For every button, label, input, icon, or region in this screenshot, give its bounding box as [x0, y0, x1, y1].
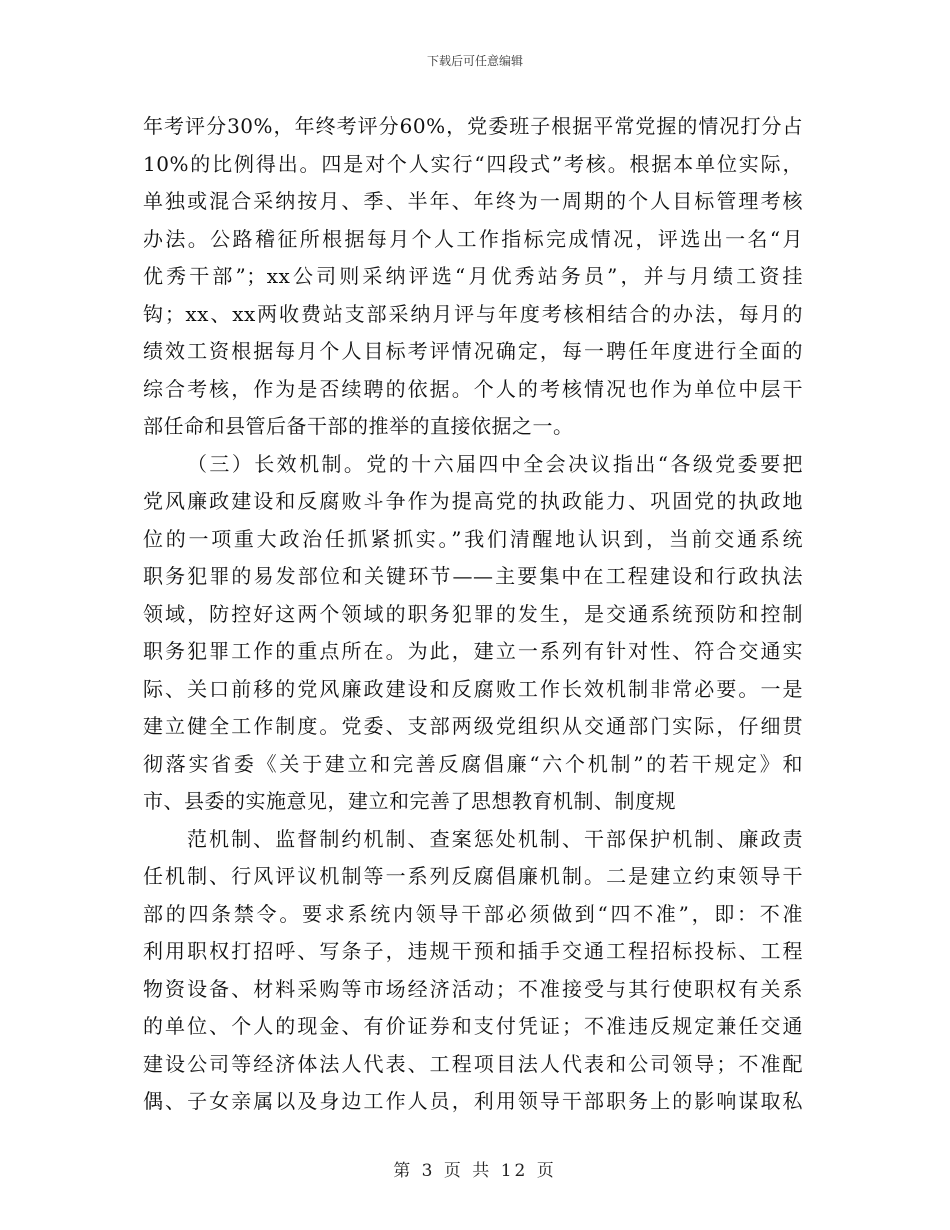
text-line: 的单位、个人的现金、有价证券和支付凭证；不准违反规定兼任交通	[143, 1014, 803, 1038]
text-line: 领域，防控好这两个领域的职务犯罪的发生，是交通系统预防和控制	[143, 601, 803, 626]
text-line: 绩效工资根据每月个人目标考评情况确定，每一聘任年度进行全面的	[143, 339, 803, 363]
text-line: 际、关口前移的党风廉政建设和反腐败工作长效机制非常必要。一是	[143, 676, 803, 701]
text-line: 建设公司等经济体法人代表、工程项目法人代表和公司领导；不准配	[143, 1051, 803, 1076]
text-line: 偶、子女亲属以及身边工作人员，利用领导干部职务上的影响谋取私	[143, 1089, 803, 1113]
text-line: 10%的比例得出。四是对个人实行“四段式”考核。根据本单位实际，	[143, 151, 803, 176]
paragraph-start-line: 范机制、监督制约机制、查案惩处机制、干部保护机制、廉政责	[187, 826, 803, 851]
text-line: 职务犯罪的易发部位和关键环节——主要集中在工程建设和行政执法	[143, 564, 803, 588]
text-line: 职务犯罪工作的重点所在。为此，建立一系列有针对性、符合交通实	[143, 639, 803, 663]
text-line: 建立健全工作制度。党委、支部两级党组织从交通部门实际，仔细贯	[143, 714, 803, 738]
text-line: 彻落实省委《关于建立和完善反腐倡廉“六个机制”的若干规定》和	[143, 751, 803, 776]
text-line: 年考评分30%，年终考评分60%，党委班子根据平常党握的情况打分占	[143, 114, 803, 138]
text-line: 部的四条禁令。要求系统内领导干部必须做到“四不准”，即：不准	[143, 901, 803, 926]
text-line: 综合考核，作为是否续聘的依据。个人的考核情况也作为单位中层干	[143, 376, 803, 401]
text-line: 部任命和县管后备干部的推举的直接依据之一。	[143, 414, 574, 438]
body-text	[143, 108, 803, 1121]
text-line: 利用职权打招呼、写条子，违规干预和插手交通工程招标投标、工程	[143, 939, 803, 963]
text-line: 位的一项重大政治任抓紧抓实。”我们清醒地认识到，当前交通系统	[143, 526, 803, 551]
text-line: 优秀干部”；xx公司则采纳评选“月优秀站务员”，并与月绩工资挂	[143, 264, 803, 288]
text-line: 任机制、行风评议机制等一系列反腐倡廉机制。二是建立约束领导干	[143, 864, 803, 888]
text-line: 钩；xx、xx两收费站支部采纳月评与年度考核相结合的办法，每月的	[143, 301, 803, 326]
text-line: 党风廉政建设和反腐败斗争作为提高党的执政能力、巩固党的执政地	[143, 489, 803, 513]
text-line: 办法。公路稽征所根据每月个人工作指标完成情况，评选出一名“月	[143, 226, 803, 251]
text-line: 物资设备、材料采购等市场经济活动；不准接受与其行使职权有关系	[143, 976, 803, 1001]
paragraph-start-line: （三）长效机制。党的十六届四中全会决议指出“各级党委要把	[187, 451, 803, 476]
page-header: 下载后可任意编辑	[426, 54, 523, 68]
text-line: 市、县委的实施意见，建立和完善了思想教育机制、制度规	[143, 789, 676, 813]
text-line: 单独或混合采纳按月、季、半年、年终为一周期的个人目标管理考核	[143, 189, 803, 213]
page-number-footer: 第 3 页 共 12 页	[393, 1161, 557, 1181]
